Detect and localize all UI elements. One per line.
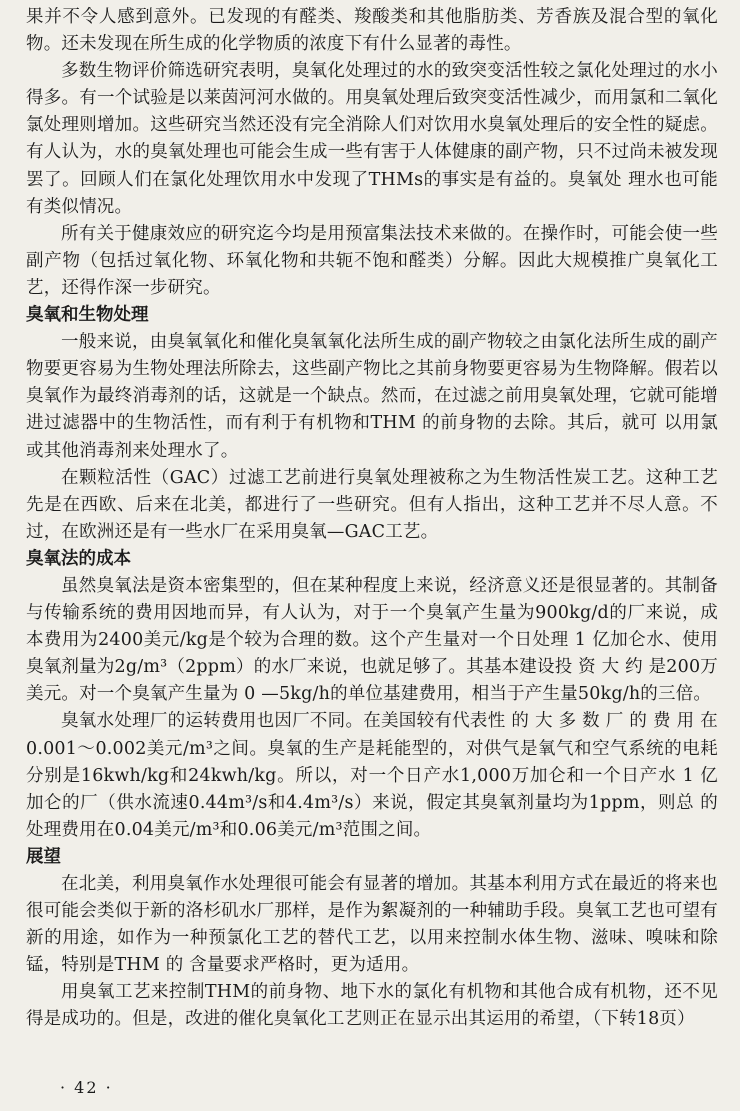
paragraph-health-effects: 所有关于健康效应的研究迄今均是用预富集法技术来做的。在操作时，可能会使一些副产物（包括过氧化物、环氧化物和共轭不饱和醛类）分解。因此大规模推广臭氧化工艺，还得作深一步研究。 xyxy=(26,223,718,298)
section-heading-cost: 臭氧法的成本 xyxy=(26,548,131,569)
paragraph-outlook-2: 用臭氧工艺来控制THM的前身物、地下水的氯化有机物和其他合成有机物，还不见得是成功的。但是，改进的催化臭氧化工艺则正在显示出其运用的希望，（下转18页） xyxy=(26,982,718,1030)
paragraph-biological-1: 一般来说，由臭氧氧化和催化臭氧氧化法所生成的副产物较之由氯化法所生成的副产物要更容易为生物处理法所除去，这些副产物比之其前身物要更容易为生物降解。假若以臭氧作为最终消毒剂的话，这就是一个缺点。然而，在过滤之前用臭氧处理，它就可能增进过滤器中的生物活性，而有利于有机物和THM 的前身物的去除。其后，就可 以用氯或其他消毒剂来处理水了。 xyxy=(26,332,718,461)
paragraph-biological-2: 在颗粒活性（GAC）过滤工艺前进行臭氧处理被称之为生物活性炭工艺。这种工艺先是在西欧、后来在北美，都进行了一些研究。但有人指出，这种工艺并不尽人意。不过，在欧洲还是有一些水厂在采用臭氧—GAC工艺。 xyxy=(26,467,718,542)
paragraph-mutagenicity: 多数生物评价筛选研究表明，臭氧化处理过的水的致突变活性较之氯化处理过的水小得多。有一个试验是以莱茵河河水做的。用臭氧处理后致突变活性减少，而用氯和二氧化氯处理则增加。这些研究当然还没有完全消除人们对饮用水臭氧处理后的安全性的疑虑。有人认为，水的臭氧处理也可能会生成一些有害于人体健康的副产物，只不过尚未被发现罢了。回顾人们在氯化处理饮用水中发现了THMs的事实是有益的。臭氧处 理水也可能有类似情况。 xyxy=(26,61,718,217)
paragraph-cost-1: 虽然臭氧法是资本密集型的，但在某种程度上来说，经济意义还是很显著的。其制备与传输系统的费用因地而异，有人认为，对于一个臭氧产生量为900kg/d的厂来说，成本费用为2400美元/kg是个较为合理的数。这个产生量对一个日处理 1 亿加仑水、使用臭氧剂量为2g/m³（2ppm）的水厂来说，也就足够了。其基本建设投 资 大 约 是200万 美元。对一个臭氧产生量为 0 —5kg/h的单位基建费用，相当于产生量50kg/h的三倍。 xyxy=(26,575,718,705)
page-number: · 42 · xyxy=(60,1078,113,1097)
section-heading-biological: 臭氧和生物处理 xyxy=(26,305,149,326)
paragraph-cost-2: 臭氧水处理厂的运转费用也因厂不同。在美国较有代表性 的 大 多 数 厂 的 费 用 在0.001～0.002美元/m³之间。臭氧的生产是耗能型的，对供气是氧气和空气系统的电耗分别是16kwh/kg和24kwh/kg。所以，对一个日产水1,000万加仑和一个日产水 1 亿 加仑的厂（供水流速0.44m³/s和4.4m³/s）来说，假定其臭氧剂量均为1ppm，则总 的 处理费用在0.04美元/m³和0.06美元/m³范围之间。 xyxy=(26,711,718,840)
section-heading-outlook: 展望 xyxy=(26,846,61,867)
paragraph-continued: 果并不令人感到意外。已发现的有醛类、羧酸类和其他脂肪类、芳香族及混合型的氧化物。还未发现在所生成的化学物质的浓度下有什么显著的毒性。 xyxy=(26,7,718,55)
paragraph-outlook-1: 在北美，利用臭氧作水处理很可能会有显著的增加。其基本利用方式在最近的将来也很可能会类似于新的洛杉矶水厂那样，是作为絮凝剂的一种辅助手段。臭氧工艺也可望有新的用途，如作为一种预氯化工艺的替代工艺，以用来控制水体生物、滋味、嗅味和除锰，特别是THM 的 含量要求严格时，更为适用。 xyxy=(26,874,718,976)
